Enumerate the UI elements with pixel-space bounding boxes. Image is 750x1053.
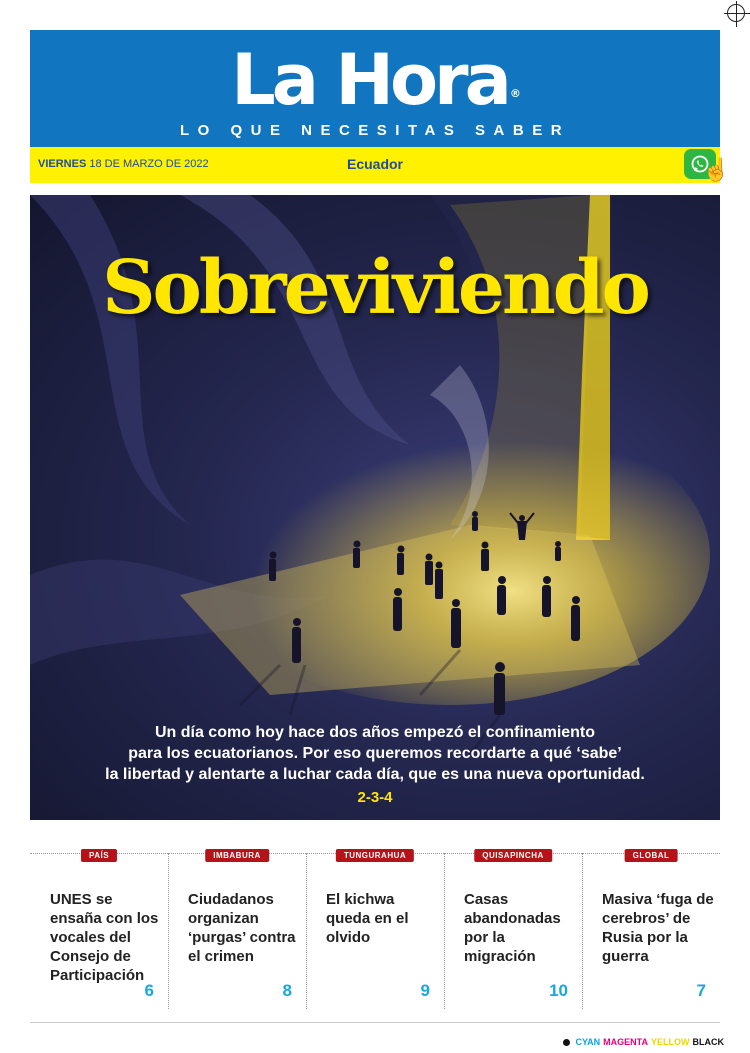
cover-story[interactable] bbox=[30, 195, 720, 820]
teaser-page-number: 10 bbox=[549, 981, 568, 1000]
logo-text: La Hora bbox=[231, 39, 508, 121]
teaser-title: UNES se ensaña con los vocales del Consejo de Participación bbox=[50, 891, 159, 984]
teaser-title: El kichwa queda en el olvido bbox=[326, 891, 409, 946]
cmyk-yellow: YELLOW bbox=[651, 1037, 690, 1047]
teaser-tungurahua[interactable] bbox=[306, 849, 444, 1009]
cmyk-magenta: MAGENTA bbox=[603, 1037, 648, 1047]
registration-dot bbox=[563, 1039, 570, 1046]
cmyk-cyan: CYAN bbox=[575, 1037, 601, 1047]
edition-region: Ecuador bbox=[346, 156, 403, 172]
cover-pages-ref: 2-3-4 bbox=[357, 789, 393, 806]
teaser-title: Masiva ‘fuga de cerebros’ de Rusia por la guerra bbox=[602, 891, 714, 965]
teaser-pais[interactable] bbox=[30, 849, 168, 1009]
color-registration-strip bbox=[563, 1037, 724, 1047]
teaser-page-number: 7 bbox=[696, 981, 706, 1000]
teaser-page-number: 8 bbox=[282, 981, 292, 1000]
teaser-imbabura[interactable] bbox=[168, 849, 306, 1009]
logo[interactable] bbox=[30, 38, 720, 122]
lead-line: la libertad y alentarte a luchar cada día, que es una nueva oportunidad. bbox=[105, 766, 645, 783]
teaser-global[interactable] bbox=[582, 849, 720, 1009]
registered-mark: ® bbox=[509, 87, 521, 100]
section-tag: QUISAPINCHA bbox=[474, 849, 552, 862]
teaser-page-number: 9 bbox=[420, 981, 430, 1000]
whatsapp-button[interactable] bbox=[684, 149, 730, 182]
masthead bbox=[30, 30, 720, 147]
teaser-title: Ciudadanos organizan ‘purgas’ contra el crimen bbox=[188, 891, 296, 965]
teaser-title: Casas abandonadas por la migración bbox=[464, 891, 561, 965]
section-tag: PAÍS bbox=[81, 849, 117, 862]
date-text: 18 DE MARZO DE 2022 bbox=[89, 158, 209, 170]
teaser-page-number: 6 bbox=[144, 981, 154, 1000]
bottom-rule bbox=[30, 1022, 720, 1023]
weekday: VIERNES bbox=[38, 158, 87, 170]
pointer-hand-icon: ☝ bbox=[702, 157, 730, 182]
section-tag: GLOBAL bbox=[625, 849, 678, 862]
section-tag: TUNGURAHUA bbox=[336, 849, 414, 862]
registration-mark-top-right bbox=[727, 4, 745, 22]
tagline: LO QUE NECESITAS SABER bbox=[179, 122, 571, 139]
teasers-strip bbox=[30, 849, 720, 1009]
date-bar bbox=[30, 147, 730, 183]
section-tag: IMBABURA bbox=[205, 849, 269, 862]
cover-headline: Sobreviviendo bbox=[102, 245, 648, 331]
cover-lead bbox=[30, 722, 720, 785]
lead-line: para los ecuatorianos. Por eso queremos recordarte a qué ‘sabe’ bbox=[128, 745, 622, 762]
cmyk-black: BLACK bbox=[692, 1037, 724, 1047]
lead-line: Un día como hoy hace dos años empezó el confinamiento bbox=[154, 724, 596, 741]
teaser-quisapincha[interactable] bbox=[444, 849, 582, 1009]
